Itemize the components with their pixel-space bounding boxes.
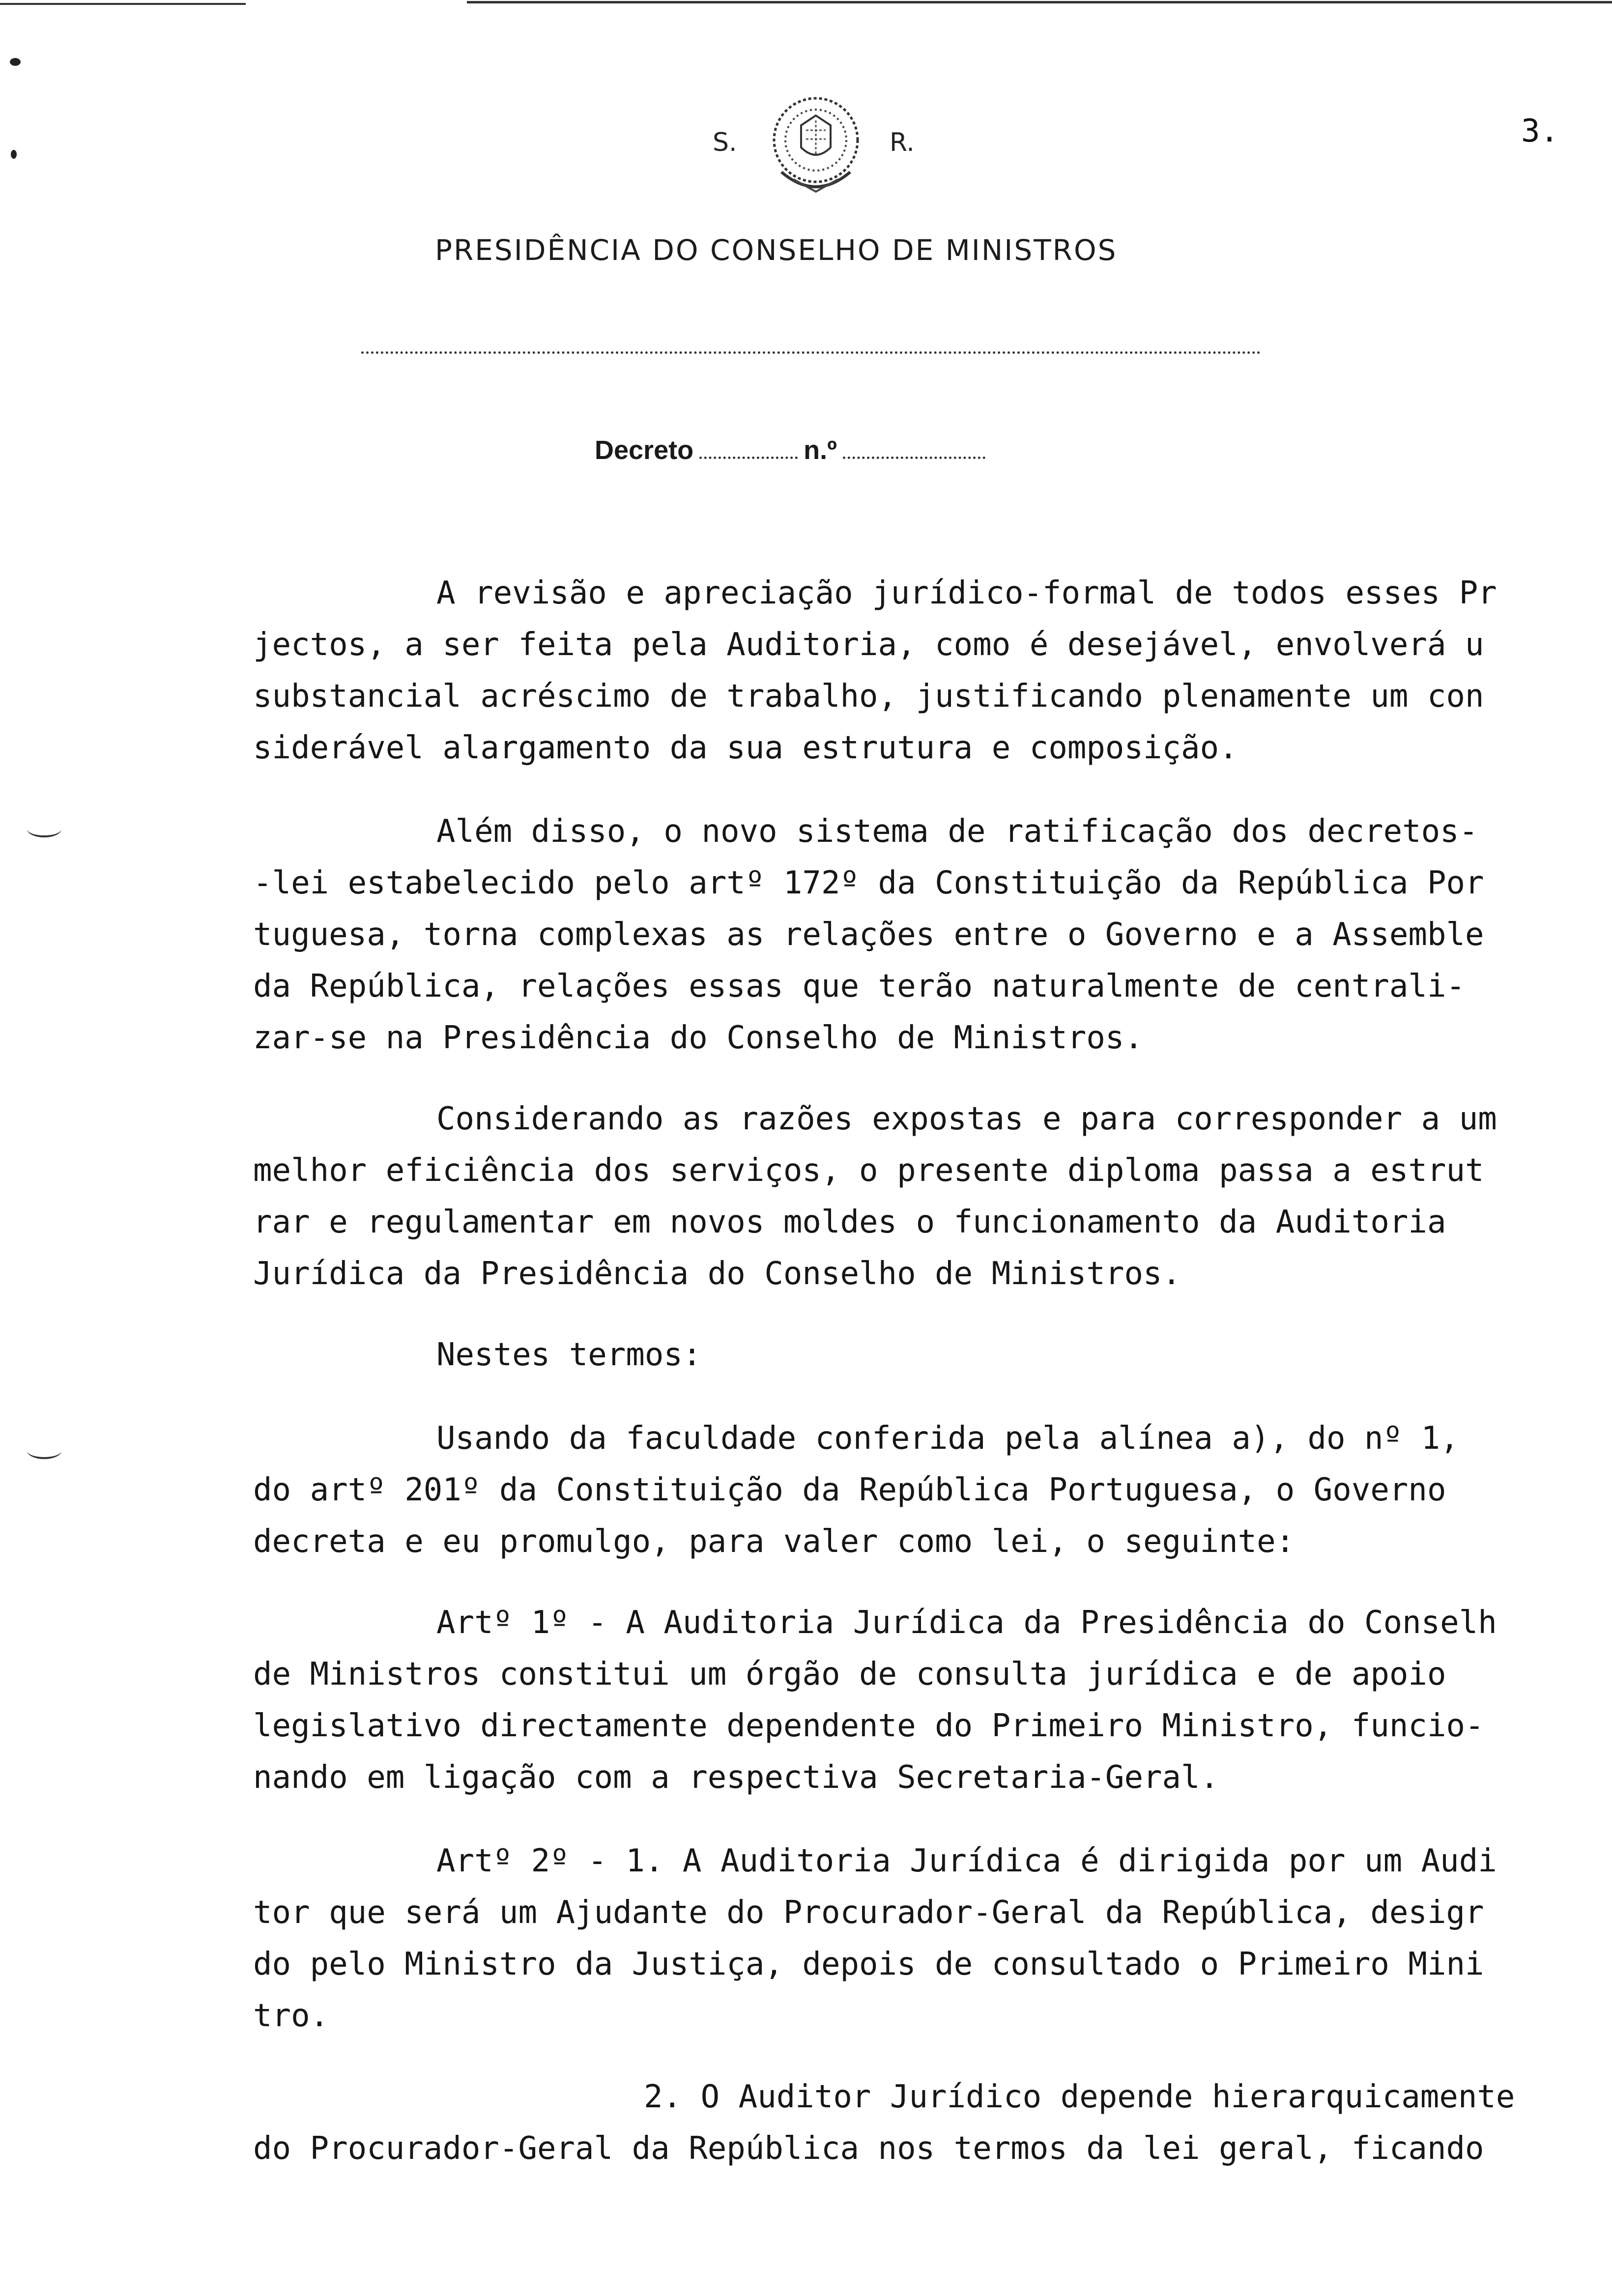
- number-label: n.º: [804, 435, 837, 465]
- body-line: -lei estabelecido pelo artº 172º da Constituição da República Por: [253, 865, 1484, 901]
- margin-mark: [27, 1442, 61, 1459]
- scan-speck: [11, 150, 17, 159]
- top-edge-rule-left: [0, 3, 246, 5]
- body-line: tro.: [253, 1998, 329, 2034]
- body-line: melhor eficiência dos serviços, o presente diploma passa a estrut: [253, 1152, 1484, 1189]
- body-line: do Procurador-Geral da República nos termos da lei geral, ficando: [253, 2130, 1484, 2167]
- scan-speck: [10, 58, 21, 66]
- number-blank: [843, 452, 985, 459]
- header-left-letter: S.: [713, 128, 737, 157]
- decree-number-line: [595, 435, 985, 465]
- body-line: substancial acréscimo de trabalho, justificando plenamente um con: [253, 678, 1484, 715]
- body-line: rar e regulamentar em novos moldes o funcionamento da Auditoria: [253, 1204, 1446, 1240]
- body-line: tor que será um Ajudante do Procurador-Geral da República, desigr: [253, 1894, 1484, 1931]
- body-line: do artº 201º da Constituição da República Portuguesa, o Governo: [253, 1472, 1446, 1508]
- body-line: da República, relações essas que terão naturalmente de centrali-: [253, 968, 1465, 1004]
- body-line: siderável alargamento da sua estrutura e composição.: [253, 730, 1238, 766]
- margin-mark: [27, 821, 61, 837]
- body-line: Jurídica da Presidência do Conselho de Ministros.: [253, 1256, 1181, 1292]
- document-header: [683, 86, 939, 204]
- body-line: Artº 2º - 1. A Auditoria Jurídica é dirigida por um Audi: [436, 1843, 1497, 1879]
- header-right-letter: R.: [890, 128, 915, 157]
- body-line: Nestes termos:: [436, 1337, 702, 1373]
- institution-title: PRESIDÊNCIA DO CONSELHO DE MINISTROS: [435, 233, 1118, 267]
- body-line: tuguesa, torna complexas as relações entre o Governo e a Assemble: [253, 917, 1484, 953]
- body-line: legislativo directamente dependente do Primeiro Ministro, funcio-: [253, 1708, 1484, 1744]
- dotted-divider: [361, 351, 1261, 354]
- decree-label: Decreto: [595, 435, 694, 465]
- body-line: 2. O Auditor Jurídico depende hierarquicamente: [644, 2079, 1515, 2115]
- body-line: zar-se na Presidência do Conselho de Ministros.: [253, 1020, 1143, 1056]
- body-line: decreta e eu promulgo, para valer como lei, o seguinte:: [253, 1523, 1295, 1560]
- body-line: Artº 1º - A Auditoria Jurídica da Presidência do Conselh: [436, 1605, 1497, 1641]
- body-line: Além disso, o novo sistema de ratificação dos decretos-: [436, 813, 1478, 850]
- top-edge-rule-right: [467, 1, 1612, 3]
- body-line: de Ministros constitui um órgão de consulta jurídica e de apoio: [253, 1656, 1446, 1693]
- body-line: jectos, a ser feita pela Auditoria, como é desejável, envolverá u: [253, 627, 1484, 663]
- body-line: Considerando as razões expostas e para corresponder a um: [436, 1101, 1497, 1137]
- body-line: A revisão e apreciação jurídico-formal de todos esses Pr: [436, 575, 1497, 611]
- body-line: do pelo Ministro da Justiça, depois de consultado o Primeiro Mini: [253, 1946, 1484, 1982]
- decree-blank: [699, 452, 798, 459]
- page-number: 3.: [1521, 113, 1559, 149]
- body-line: nando em ligação com a respectiva Secretaria-Geral.: [253, 1759, 1219, 1796]
- coat-of-arms-seal-icon: [757, 86, 875, 204]
- body-line: Usando da faculdade conferida pela alínea a), do nº 1,: [436, 1420, 1459, 1457]
